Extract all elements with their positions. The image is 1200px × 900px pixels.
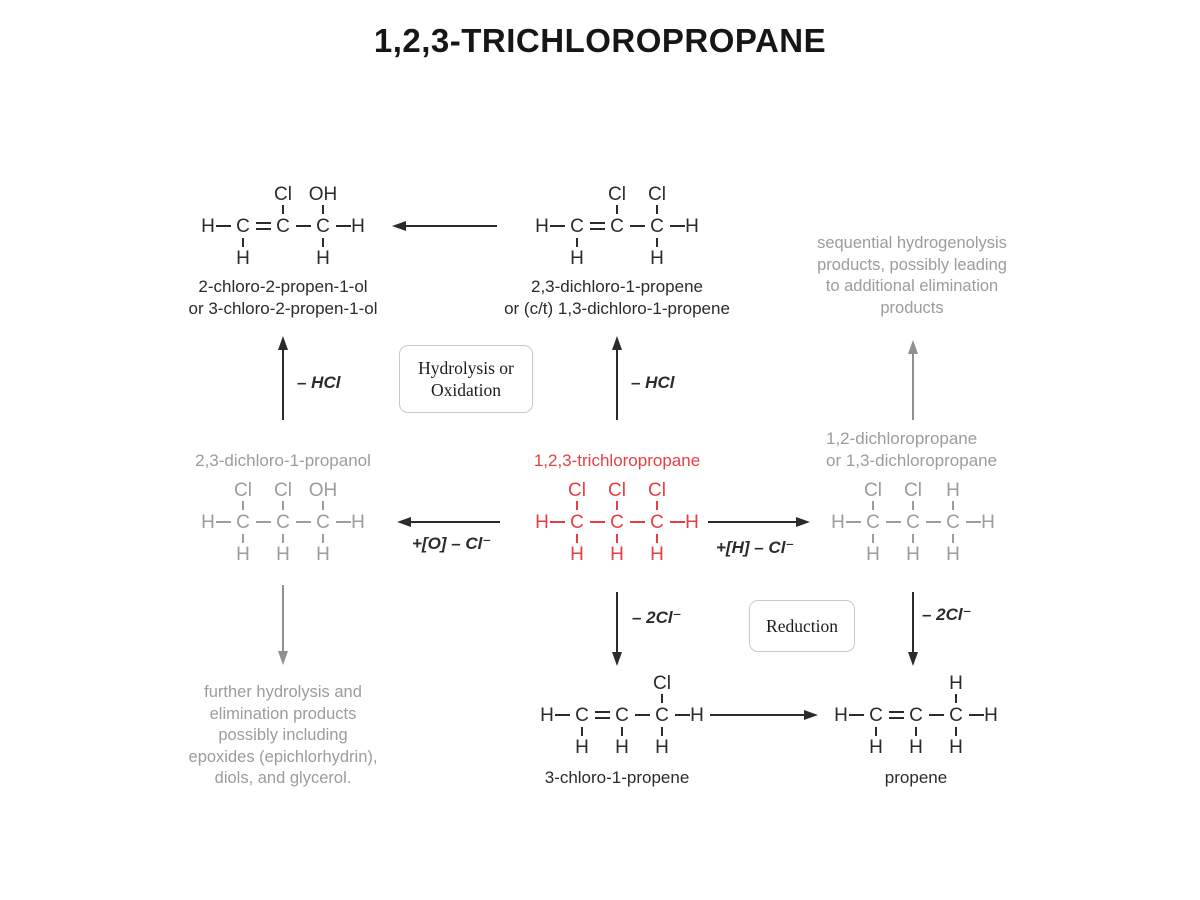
arrow-dichloropropene-to-chloropropenol: [406, 225, 497, 227]
skeletal-formula: Cl OH H C C C H H H: [201, 183, 365, 269]
structure-2-3-dichloro-1-propene: [535, 184, 699, 268]
skeletal-formula: Cl Cl H H C C C H H H H: [831, 479, 995, 565]
page-title: 1,2,3-TRICHLOROPROPANE: [373, 22, 827, 59]
note-sequential-hydrogenolysis: sequential hydrogenolysis products, possibly leading to additional elimination products: [817, 234, 1007, 317]
box-reduction: Reduction: [749, 600, 855, 652]
structure-2-chloro-2-propen-1-ol: [201, 184, 365, 268]
skeletal-formula: Cl H C C C H H H H: [540, 672, 704, 758]
label-1-2-3-trichloropropane: 1,2,3-trichloropropane: [533, 451, 701, 470]
arrow-chloropropene-to-propene: [710, 714, 804, 716]
arrow-trichloropropane-to-propanol: [411, 521, 500, 523]
box-hydrolysis-or-oxidation: Hydrolysis or Oxidation: [399, 345, 533, 413]
skeletal-formula: Cl Cl H C C C H H H: [535, 183, 699, 269]
skeletal-formula: Cl Cl Cl H C C C H H H H: [535, 479, 699, 565]
arrow-dichloropropane-down-2cl: [912, 592, 914, 652]
label-plus-h-minus-cl: +[H] – Cl⁻: [716, 538, 795, 557]
arrow-dichloropropane-up-gray: [912, 354, 914, 420]
structure-2-3-dichloro-1-propanol: [201, 480, 365, 564]
structure-dichloropropane: [831, 480, 995, 564]
label-2-3-dichloro-1-propanol: 2,3-dichloro-1-propanol: [195, 451, 371, 470]
label-minus-2cl-center: – 2Cl⁻: [632, 608, 682, 627]
label-minus-hcl-center: – HCl: [631, 373, 675, 392]
label-plus-o-minus-cl: +[O] – Cl⁻: [412, 534, 492, 553]
structure-1-2-3-trichloropropane: [535, 480, 699, 564]
label-2-chloro-2-propen-1-ol: 2-chloro-2-propen-1-ol or 3-chloro-2-propen-1-ol: [188, 277, 378, 318]
note-further-hydrolysis: further hydrolysis and elimination products possibly including epoxides (epichlorhydrin), diols, and glycerol.: [188, 683, 378, 787]
skeletal-formula: Cl Cl OH H C C C H H H H: [201, 479, 365, 565]
label-minus-hcl-left: – HCl: [297, 373, 341, 392]
arrow-trichloropropane-up-hcl: [616, 350, 618, 420]
arrow-trichloropropane-to-dichloropropane: [708, 521, 796, 523]
arrow-propanol-up-hcl: [282, 350, 284, 420]
arrow-trichloropropane-down-2cl: [616, 592, 618, 652]
label-3-chloro-1-propene: 3-chloro-1-propene: [544, 768, 690, 787]
label-2-3-dichloro-1-propene: 2,3-dichloro-1-propene or (c/t) 1,3-dichloro-1-propene: [504, 277, 730, 318]
structure-propene: [834, 673, 998, 757]
skeletal-formula: H H C C C H H H H: [834, 672, 998, 758]
label-propene: propene: [884, 768, 948, 787]
label-minus-2cl-right: – 2Cl⁻: [922, 605, 972, 624]
label-dichloropropane: 1,2-dichloropropane or 1,3-dichloropropane: [826, 429, 998, 470]
arrow-propanol-down-gray: [282, 585, 284, 651]
structure-3-chloro-1-propene: [540, 673, 704, 757]
